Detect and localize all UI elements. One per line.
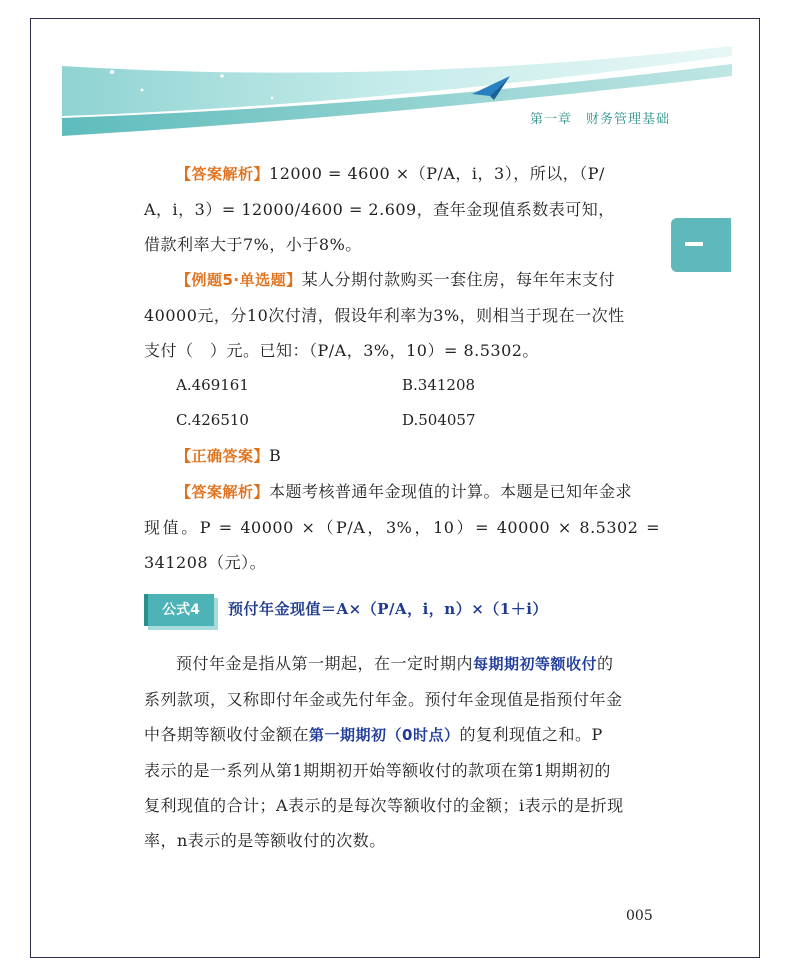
chapter-title: 第一章 财务管理基础 [529, 112, 670, 127]
highlight-term-2: 第一期期初（0时点） [309, 726, 460, 744]
example-question: 【例题5·单选题】某人分期付款购买一套住房，每年年末支付 40000元，分10次付清，假设年利率为3%，则相当于现在一次性 支付（ ）元。已知：（P/A，3%，10）= 8.5302。 [144, 270, 625, 360]
option-c: C.426510 [176, 411, 249, 429]
page-content [144, 156, 660, 858]
chapter-side-tab [671, 218, 731, 272]
option-b: B.341208 [402, 376, 476, 394]
answer-options [176, 368, 660, 438]
analysis-paragraph-2: 【答案解析】本题考核普通年金现值的计算。本题是已知年金求 现值。P = 40000 ×（P/A，3%，10）= 40000 × 8.5302 = 341208（元）。 [144, 482, 660, 572]
side-tab-dash-icon [685, 242, 703, 246]
option-d: D.504057 [402, 411, 476, 429]
highlight-term-1: 每期期初等额收付 [473, 655, 598, 673]
correct-answer-tag: 【正确答案】 [176, 447, 270, 465]
answer-analysis-tag: 【答案解析】 [176, 165, 270, 183]
page-number: 005 [626, 908, 653, 924]
formula-text: 预付年金现值＝A×（P/A，i，n）×（1＋i） [228, 600, 548, 618]
analysis-paragraph-1: 【答案解析】12000 = 4600 ×（P/A，i，3），所以，（P/ A，i，3）= 12000/4600 = 2.609，查年金现值系数表可知， 借款利率大于7%，小于8%。 [144, 164, 615, 254]
formula-badge: 公式4 [144, 594, 214, 626]
answer-analysis-tag-2: 【答案解析】 [176, 483, 270, 501]
correct-answer: 【正确答案】B [176, 446, 282, 465]
body-paragraph: 预付年金是指从第一期起，在一定时期内每期期初等额收付的 系列款项，又称即付年金或先付年金。预付年金现值是指预付年金 中各期等额收付金额在第一期期初（0时点）的复利现值之和。P 表示的是一系列从第1期期初开始等额收付的款项在第1期期初的 复利现值的合计；A表示的是每次等额收付的金额；i表示的是折现 率，n表示的是等额收付的次数。 [144, 654, 624, 850]
formula-heading [144, 592, 660, 632]
example-tag: 【例题5·单选题】 [176, 271, 302, 289]
option-a: A.469161 [176, 376, 249, 394]
